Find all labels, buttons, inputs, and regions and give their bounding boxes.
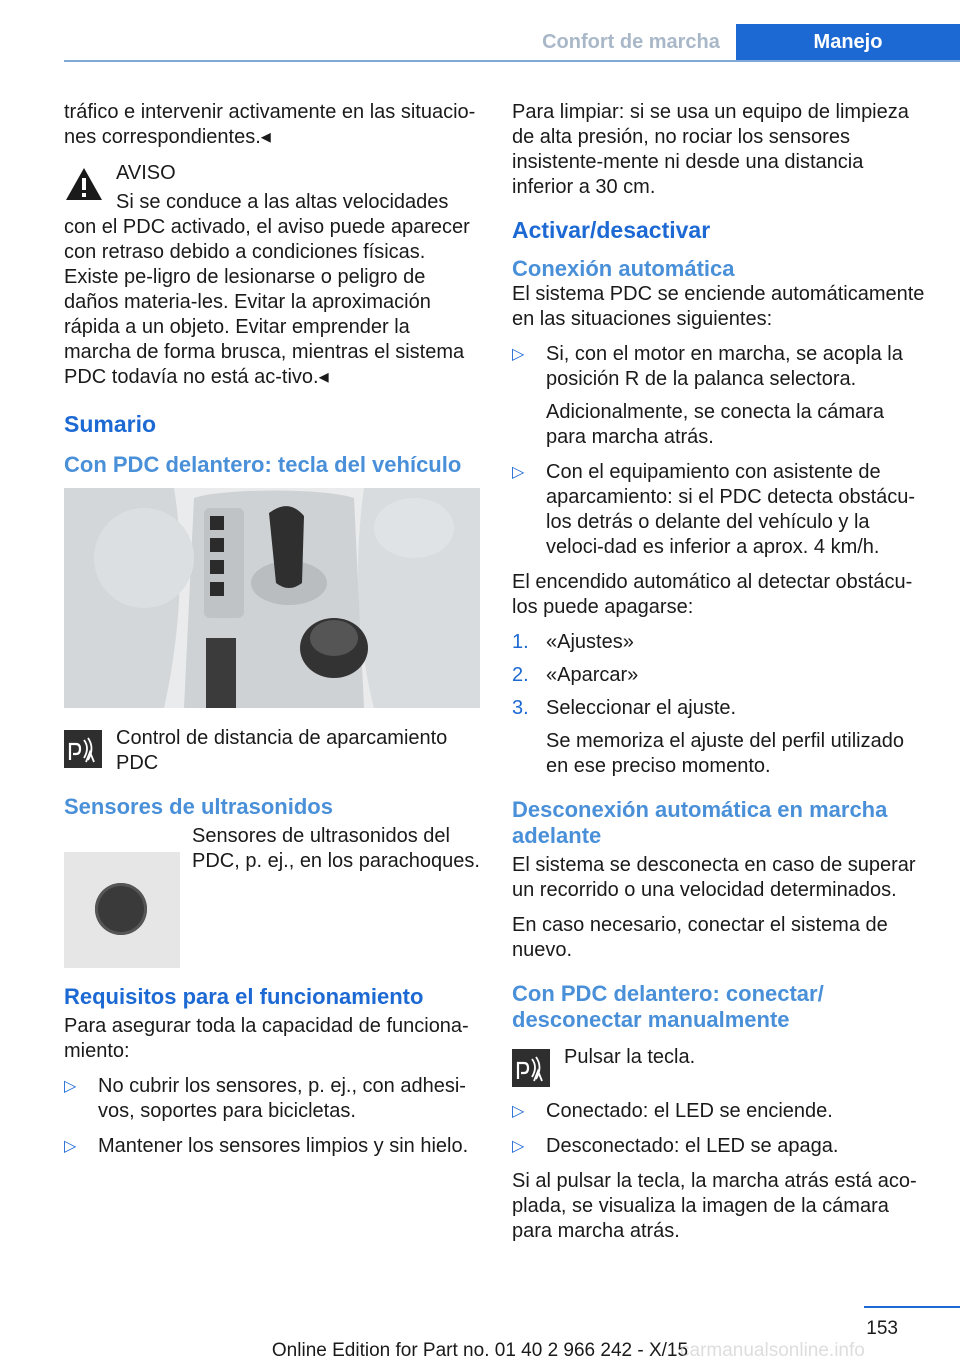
reverse-camera-note: Si al pulsar la tecla, la marcha atrás está aco-plada, se visualiza la imagen de la cámara para marcha atrás. (512, 1170, 917, 1242)
pdc-key-row (64, 726, 480, 776)
heading-auto-off: Desconexión automática en marcha adelante (512, 797, 888, 848)
requirements-intro: Para asegurar toda la capacidad de funciona-miento: (64, 1015, 469, 1062)
auto-on-intro: El sistema PDC se enciende automáticamente en las situaciones siguientes: (512, 283, 925, 330)
list-item: ▷ Desconectado: el LED se apaga. (512, 1135, 839, 1157)
sensor-photo (64, 852, 180, 968)
manual-key-text: Pulsar la tecla. (564, 1046, 696, 1068)
sensor-block (64, 824, 480, 954)
list-item: 3. Seleccionar el ajuste. Se memoriza el ajuste del perfil utilizado en ese preciso momento. (512, 697, 904, 777)
list-item: ▷ Si, con el motor en marcha, se acopla la posición R de la palanca selectora. Adicionalmente, se conecta la cámara para marcha atrás. (512, 343, 903, 448)
list-item: ▷ Conectado: el LED se enciende. (512, 1100, 833, 1122)
warning-triangle-icon (64, 166, 104, 202)
list-item: 1. «Ajustes» (512, 631, 634, 653)
heading-manual: Con PDC delantero: conectar/ desconectar manualmente (512, 981, 824, 1032)
sensor-description: Sensores de ultrasonidos del PDC, p. ej., en los parachoques. (192, 825, 480, 872)
center-console-illustration (64, 488, 480, 708)
sensor-icon (95, 883, 147, 935)
manual-key-row (512, 1045, 928, 1093)
manual-list (512, 1099, 928, 1159)
auto-detect-off-note: El encendido automático al detectar obstácu-los puede apagarse: (512, 571, 913, 618)
right-column (512, 100, 928, 1254)
triangle-bullet-icon: ▷ (512, 464, 525, 481)
intro-text: tráfico e intervenir activamente en las situacio-nes correspondientes.◂ (64, 101, 476, 148)
header-chapter-tab: Manejo (736, 24, 960, 60)
auto-off-text-2: En caso necesario, conectar el sistema de nuevo. (512, 914, 888, 961)
heading-activate: Activar/desactivar (512, 217, 711, 243)
console-photo (64, 488, 480, 708)
auto-off-text-1: El sistema se desconecta en caso de superar un recorrido o una velocidad determinados. (512, 854, 916, 901)
warning-block (64, 160, 480, 186)
list-item: ▷ Mantener los sensores limpios y sin hielo. (64, 1135, 469, 1157)
heading-ultrasonic-sensors: Sensores de ultrasonidos (64, 794, 333, 819)
cleaning-text: Para limpiar: si se usa un equipo de limpieza de alta presión, no rociar los sensores insistente-mente ni desde una distancia inferior a 30 cm. (512, 101, 909, 198)
watermark: carmanualsonline.info (680, 1340, 865, 1361)
warning-title: AVISO (116, 162, 176, 184)
list-item: ▷ Con el equipamiento con asistente de aparcamiento: si el PDC detecta obstácu-los detrás o delante del vehículo y la veloci-dad es inferior a aprox. 4 km/h. (512, 461, 916, 558)
edition-note: Online Edition for Part no. 01 40 2 966 242 - X/15 (271, 1340, 689, 1361)
requirements-list (64, 1074, 480, 1159)
heading-pdc-front-key: Con PDC delantero: tecla del vehículo (64, 452, 462, 477)
heading-requirements: Requisitos para el funcionamiento (64, 984, 424, 1009)
triangle-bullet-icon: ▷ (64, 1138, 77, 1155)
triangle-bullet-icon: ▷ (64, 1078, 77, 1095)
left-column (64, 100, 480, 1169)
header-section-tab: Confort de marcha (528, 24, 734, 60)
heading-sumario: Sumario (64, 411, 157, 437)
triangle-bullet-icon: ▷ (512, 1103, 525, 1120)
warning-text: Si se conduce a las altas velocidades con el PDC activado, el aviso puede aparecer con retraso debido a condiciones físicas. Existe pe-ligro de lesionarse o peligro de daños materia-les. Evitar la aproximación rápida a un objeto. Evitar emprender la marcha de forma brusca, mientras el sistema PDC todavía no está ac-tivo.◂ (64, 191, 470, 388)
heading-auto-on: Conexión automática (512, 256, 735, 281)
header-rule (64, 60, 960, 62)
list-item: ▷ No cubrir los sensores, p. ej., con adhesi-vos, soportes para bicicletas. (64, 1075, 466, 1122)
list-item: 2. «Aparcar» (512, 664, 639, 686)
pdc-key-caption: Control de distancia de aparcamiento PDC (116, 727, 448, 774)
triangle-bullet-icon: ▷ (512, 346, 525, 363)
triangle-bullet-icon: ▷ (512, 1138, 525, 1155)
page-number: 153 (866, 1318, 898, 1339)
auto-on-list (512, 342, 928, 560)
pdc-button-icon (512, 1049, 550, 1087)
footer-rule (864, 1306, 960, 1308)
settings-steps (512, 630, 928, 779)
pdc-button-icon (64, 730, 102, 768)
